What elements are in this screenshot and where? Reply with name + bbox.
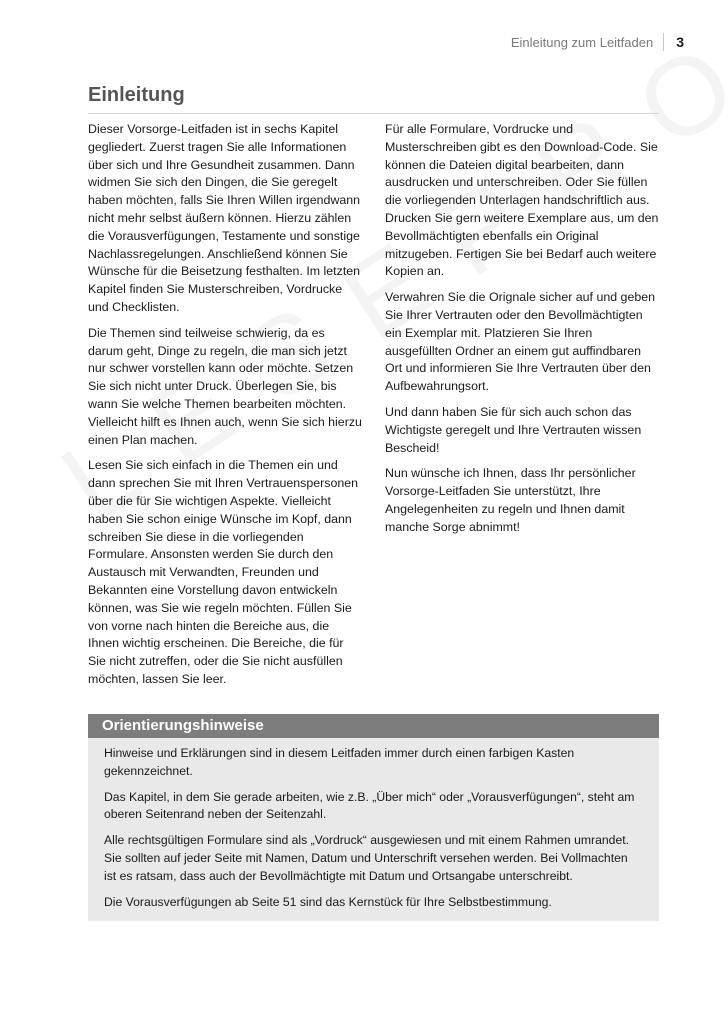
paragraph: Dieser Vorsorge-Leitfaden ist in sechs Kapitel gegliedert. Zuerst tragen Sie alle Informationen über sich und Ihre Gesundheit zusammen. Dann widmen Sie sich den Dingen, die Sie geregelt haben möchten, falls Sie Ihren Willen irgendwann nicht mehr selbst äußern können. Hierzu zählen die Vorausverfügungen, Testamente und sonstige Nachlassregelungen. Anschließend können Sie Wünsche für die Beisetzung festhalten. Im letzten Kapitel finden Sie Musterschreiben, Vordrucke und Checklisten.: [88, 122, 361, 314]
left-column: [88, 121, 363, 697]
header-divider: [663, 33, 664, 51]
info-box-title: Orientierungshinweise: [88, 714, 659, 738]
paragraph: Lesen Sie sich einfach in die Themen ein und dann sprechen Sie mit Ihren Vertrauenspersonen über die für Sie wichtigen Aspekte. Vielleicht haben Sie schon einige Wünsche im Kopf, dann schreiben Sie diese in die vorliegenden Formulare. Ansonsten werden Sie durch den Austausch mit Verwandten, Freunden und Bekannten eine Vorstellung davon entwickeln können, was Sie wie regeln möchten. Füllen Sie von vorne nach hinten die Bereiche aus, die Ihnen wichtig erscheinen. Die Bereiche, die für Sie nicht zutreffen, oder die Sie nicht ausfüllen möchten, lassen Sie leer.: [88, 458, 359, 686]
section-title: Einleitung zum Leitfaden: [510, 34, 654, 50]
info-paragraph: Alle rechtsgültigen Formulare sind als „Vordruck“ ausgewiesen und mit einem Rahmen umrandet. Sie sollten auf jeder Seite mit Namen, Datum und Unterschrift versehen werden. Bei Vollmachten ist es ratsam, dass auch der Bevollmächtigte mit Datum und Ortsangabe unterschreibt.: [104, 833, 629, 883]
page-number: 3: [676, 34, 684, 50]
info-box-body: [88, 738, 659, 921]
info-paragraph: Hinweise und Erklärungen sind in diesem Leitfaden immer durch einen farbigen Kasten gekennzeichnet.: [104, 746, 575, 778]
right-column: [385, 121, 660, 545]
paragraph: Verwahren Sie die Orignale sicher auf und geben Sie Ihrer Vertrauten oder den Bevollmächtigten ein Exemplar mit. Platzieren Sie Ihren ausgefüllten Ordner an einem gut auffindbaren Ort und informieren Sie Ihre Vertrauten über den Aufbewahrungsort.: [385, 290, 656, 394]
paragraph: Nun wünsche ich Ihnen, dass Ihr persönlicher Vorsorge-Leitfaden Sie unterstützt, Ihre Angelegenheiten zu regeln und Ihnen damit manche Sorge abnimmt!: [385, 466, 636, 534]
paragraph: Für alle Formulare, Vordrucke und Musterschreiben gibt es den Download-Code. Sie können die Dateien digital bearbeiten, dann ausdrucken und unterschreiben. Oder Sie füllen die vorliegenden Unterlagen handschriftlich aus. Drucken Sie gern weitere Exemplare aus, um den Bevollmächtigten ebenfalls ein Original mitzugeben. Fertigen Sie bei Bedarf auch weitere Kopien an.: [385, 122, 659, 279]
chapter-title: Einleitung: [88, 84, 659, 114]
paragraph: Die Themen sind teilweise schwierig, da es darum geht, Dinge zu regeln, die man sich jetzt nur schwer vorstellen kann oder möchte. Setzen Sie sich nicht unter Druck. Überlegen Sie, bis wann Sie welche Themen bearbeiten möchten. Vielleicht hilft es Ihnen auch, wenn Sie sich hierzu einen Plan machen.: [88, 325, 362, 447]
info-paragraph: Die Vorausverfügungen ab Seite 51 sind das Kernstück für Ihre Selbstbestimmung.: [104, 894, 552, 909]
info-paragraph: Das Kapitel, in dem Sie gerade arbeiten, wie z.B. „Über mich“ oder „Vorausverfügungen“, steht am oberen Seitenrand neben der Seitenzahl.: [104, 789, 635, 822]
orientation-info-box: [88, 714, 659, 921]
paragraph: Und dann haben Sie für sich auch schon das Wichtigste geregelt und Ihre Vertrauten wissen Bescheid!: [385, 404, 642, 455]
running-header: [511, 33, 684, 51]
